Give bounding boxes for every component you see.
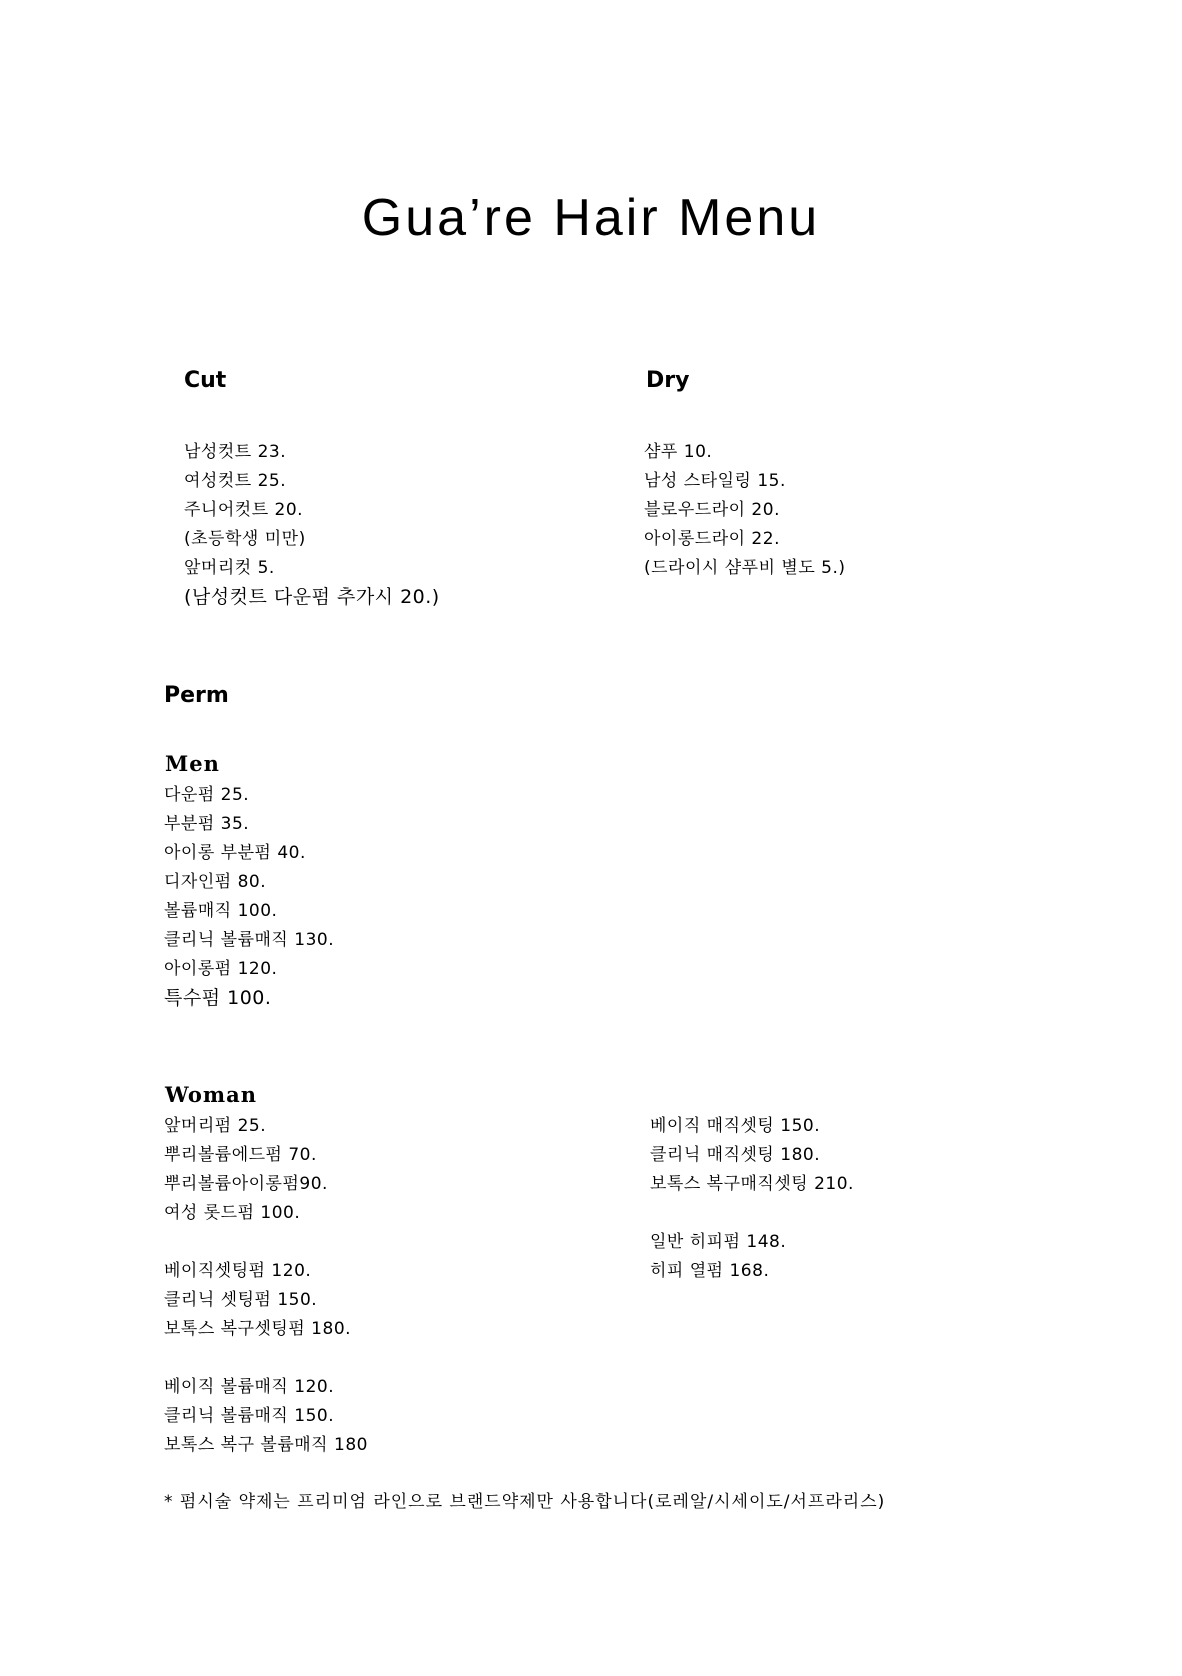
woman-left-list-container xyxy=(164,1112,368,1460)
cut-heading: Cut xyxy=(184,368,227,393)
men-section xyxy=(165,750,220,778)
list-item: 뿌리볼륨에드펌 70. xyxy=(164,1145,317,1165)
list-item: 부분펌 35. xyxy=(164,814,250,834)
woman-heading: Woman xyxy=(165,1082,257,1107)
list-item: 클리닉 볼륨매직 150. xyxy=(164,1406,335,1426)
men-list xyxy=(164,781,334,1013)
list-item: 앞머리펌 25. xyxy=(164,1116,267,1136)
list-item: 남성 스타일링 15. xyxy=(644,471,786,491)
list-item: 블로우드라이 20. xyxy=(644,500,780,520)
list-item: 아이롱펌 120. xyxy=(164,959,278,979)
woman-section xyxy=(165,1081,257,1109)
dry-list-container xyxy=(644,438,846,583)
list-spacer xyxy=(650,1199,854,1228)
footnote: * 펌시술 약제는 프리미엄 라인으로 브랜드약제만 사용합니다(로레알/시세이도/서프라리스) xyxy=(164,1492,886,1512)
list-item: (드라이시 샴푸비 별도 5.) xyxy=(644,558,846,578)
page-title: Gua’re Hair Menu xyxy=(361,189,821,247)
dry-heading: Dry xyxy=(646,368,690,393)
dry-section xyxy=(646,367,689,395)
list-item: 보톡스 복구셋팅펌 180. xyxy=(164,1319,352,1339)
list-item: 보톡스 복구매직셋팅 210. xyxy=(650,1174,854,1194)
list-item: 다운펌 25. xyxy=(164,785,250,805)
list-item: 뿌리볼륨아이롱펌90. xyxy=(164,1174,328,1194)
woman-right-list xyxy=(650,1112,854,1286)
list-item: 베이직셋팅펌 120. xyxy=(164,1261,312,1281)
list-spacer xyxy=(164,1228,368,1257)
cut-list-container xyxy=(184,438,440,612)
list-item: (남성컷트 다운펌 추가시 20.) xyxy=(184,586,440,608)
perm-section xyxy=(164,682,229,710)
woman-left-list xyxy=(164,1112,368,1460)
list-item: 앞머리컷 5. xyxy=(184,558,275,578)
list-item: 베이직 매직셋팅 150. xyxy=(650,1116,821,1136)
cut-list xyxy=(184,438,440,612)
list-item: 클리닉 매직셋팅 180. xyxy=(650,1145,821,1165)
list-item: 히피 열펌 168. xyxy=(650,1261,770,1281)
list-item: 특수펌 100. xyxy=(164,987,272,1009)
list-item: 디자인펌 80. xyxy=(164,872,267,892)
list-item: 클리닉 볼륨매직 130. xyxy=(164,930,335,950)
dry-list xyxy=(644,438,846,583)
list-item: 보톡스 복구 볼륨매직 180 xyxy=(164,1435,368,1455)
list-item: 볼륨매직 100. xyxy=(164,901,278,921)
perm-heading: Perm xyxy=(164,683,229,708)
woman-right-list-container xyxy=(650,1112,854,1286)
list-item: (초등학생 미만) xyxy=(184,529,306,549)
cut-section xyxy=(184,367,226,395)
men-list-container xyxy=(164,781,334,1013)
list-item: 일반 히피펌 148. xyxy=(650,1232,787,1252)
list-item: 여성 롯드펌 100. xyxy=(164,1203,301,1223)
list-item: 베이직 볼륨매직 120. xyxy=(164,1377,335,1397)
list-item: 여성컷트 25. xyxy=(184,471,287,491)
list-item: 샴푸 10. xyxy=(644,442,713,462)
list-item: 클리닉 셋팅펌 150. xyxy=(164,1290,318,1310)
list-item: 아이롱드라이 22. xyxy=(644,529,780,549)
list-item: 주니어컷트 20. xyxy=(184,500,304,520)
list-item: 남성컷트 23. xyxy=(184,442,287,462)
men-heading: Men xyxy=(165,751,220,776)
list-item: 아이롱 부분펌 40. xyxy=(164,843,306,863)
list-spacer xyxy=(164,1344,368,1373)
